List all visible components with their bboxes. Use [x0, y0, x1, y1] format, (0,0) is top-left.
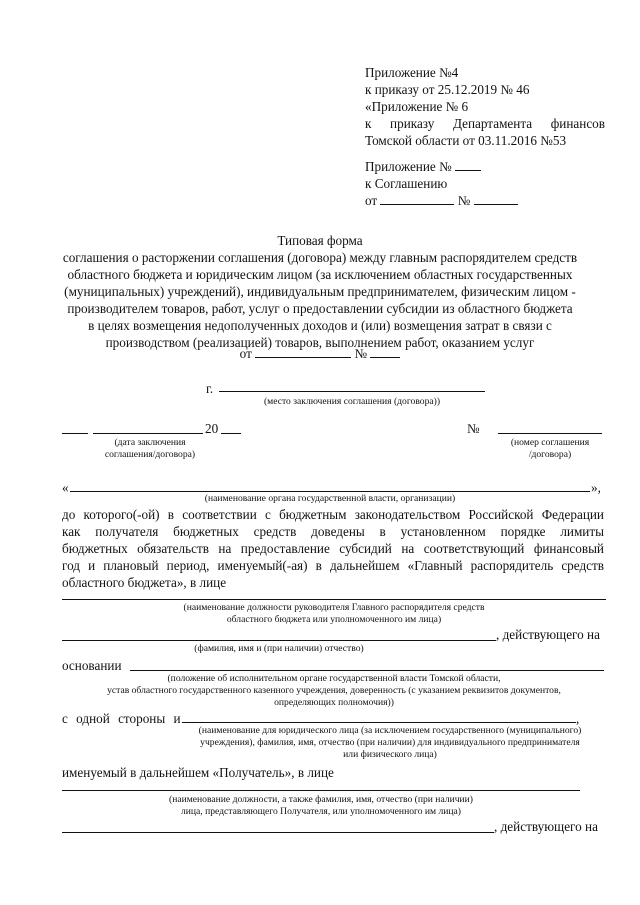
recipient-blank[interactable] — [182, 722, 576, 723]
date-caption-2: соглашения/договора) — [104, 449, 196, 460]
blank-agreement-number[interactable] — [498, 433, 602, 434]
body-line-1: до которого(-ой) в соответствии с бюджетным законодательством Российской Федерации — [62, 507, 604, 522]
blank-form-no[interactable] — [370, 346, 400, 358]
form-title: Типовая форма — [277, 233, 363, 248]
number-caption-1: (номер соглашения — [510, 437, 590, 448]
title-line-5: производителем товаров, работ, услуг о предоставлении субсидии из областного бюджета — [67, 301, 573, 316]
representative-caption-1: (наименование должности, а также фамилия, имя, отчество (при наличии) — [169, 794, 473, 805]
agreement-ref-line-1: Приложение № — [365, 158, 481, 175]
body-line-4: год и плановый период, именуемый(-ая) в дальнейшем «Главный распорядитель средств — [62, 558, 604, 573]
body-line-5: областного бюджета», в лице — [62, 575, 227, 590]
place-caption: (место заключения соглашения (договора)) — [263, 396, 441, 407]
appendix-line-4: к приказу Департамента финансов — [365, 116, 605, 131]
basis-caption-1: (положение об исполнительном органе государственной власти Томской области, — [167, 673, 501, 684]
basis-caption-3: определяющих полномочия)) — [274, 697, 394, 708]
recipient-comma: , — [576, 711, 580, 726]
recipient-caption-2: учреждения), фамилия, имя, отчество (при наличии) для индивидуального предпринимателя — [200, 737, 580, 748]
title-line-3: областного бюджета и юридическим лицом (за исключением областных государственных — [67, 267, 573, 282]
head-position-caption-2: областного бюджета или уполномоченного им лица) — [226, 614, 442, 625]
number-label: № — [467, 421, 480, 436]
body-line-3: бюджетных обязательств на предоставление субсидий на соответствующий финансовый — [62, 541, 604, 556]
acting-on-2: , действующего на — [494, 819, 598, 834]
place-blank[interactable] — [219, 391, 485, 392]
head-position-caption-1: (наименование должности руководителя Главного распорядителя средств — [183, 602, 485, 613]
blank-year[interactable] — [221, 433, 241, 434]
appendix-line-2: к приказу от 25.12.2019 № 46 — [365, 82, 530, 97]
agreement-ref-line-2: к Соглашению — [365, 176, 448, 191]
appendix-line-3: «Приложение № 6 — [365, 99, 469, 114]
head-position-blank[interactable] — [62, 599, 606, 600]
named-recipient: именуемый в дальнейшем «Получатель», в лице — [62, 765, 334, 780]
blank-day[interactable] — [62, 433, 88, 434]
org-open-quote: « — [62, 480, 69, 495]
representative-caption-2: лица, представляющего Получателя, или уполномоченного им лица) — [180, 806, 462, 817]
representative-fio-blank[interactable] — [62, 832, 494, 833]
representative-blank[interactable] — [62, 790, 580, 791]
title-line-4: (муниципальных) учреждений), индивидуальным предпринимателем, физическим лицом - — [64, 284, 576, 299]
appendix-line-1: Приложение №4 — [365, 65, 459, 80]
body-line-2: как получателя бюджетных средств доведены в установленном порядке лимиты — [62, 524, 604, 539]
blank-agreement-date[interactable] — [380, 193, 454, 205]
blank-month[interactable] — [93, 433, 203, 434]
recipient-caption-3: или физического лица) — [343, 749, 437, 760]
org-blank[interactable] — [70, 491, 590, 492]
title-line-8: от № — [0, 345, 640, 362]
blank-agreement-no[interactable] — [474, 193, 518, 205]
head-fio-blank[interactable] — [62, 640, 496, 641]
blank-appendix-no[interactable] — [455, 159, 481, 171]
year-prefix: 20 — [205, 421, 219, 436]
acting-on-1: , действующего на — [496, 627, 600, 642]
title-line-7: производством (реализацией) товаров, выполнением работ, оказанием услуг — [105, 335, 535, 350]
one-side-label: с одной стороны и — [62, 711, 181, 726]
agreement-ref-line-3: от № — [365, 192, 518, 209]
title-line-6: в целях возмещения недополученных доходов и (или) возмещения затрат в связи с — [88, 318, 552, 333]
place-prefix: г. — [206, 381, 214, 396]
title-line-2: соглашения о расторжении соглашения (договора) между главным распорядителем средств — [62, 250, 578, 265]
appendix-line-5: Томской области от 03.11.2016 №53 — [365, 133, 567, 148]
basis-caption-2: устав областного государственного казенного учреждения, доверенность (с указанием реквизитов документов, — [107, 685, 561, 696]
head-fio-caption: (фамилия, имя и (при наличии) отчество) — [194, 643, 364, 654]
basis-blank[interactable] — [130, 670, 604, 671]
date-caption-1: (дата заключения — [114, 437, 186, 448]
recipient-caption-1: (наименование для юридического лица (за исключением государственного (муниципального) — [198, 725, 582, 736]
org-close-quote: », — [591, 480, 601, 495]
org-caption: (наименование органа государственной власти, организации) — [204, 493, 456, 504]
basis-label: основании — [62, 658, 122, 673]
blank-form-date[interactable] — [255, 346, 351, 358]
number-caption-2: /договора) — [528, 449, 572, 460]
